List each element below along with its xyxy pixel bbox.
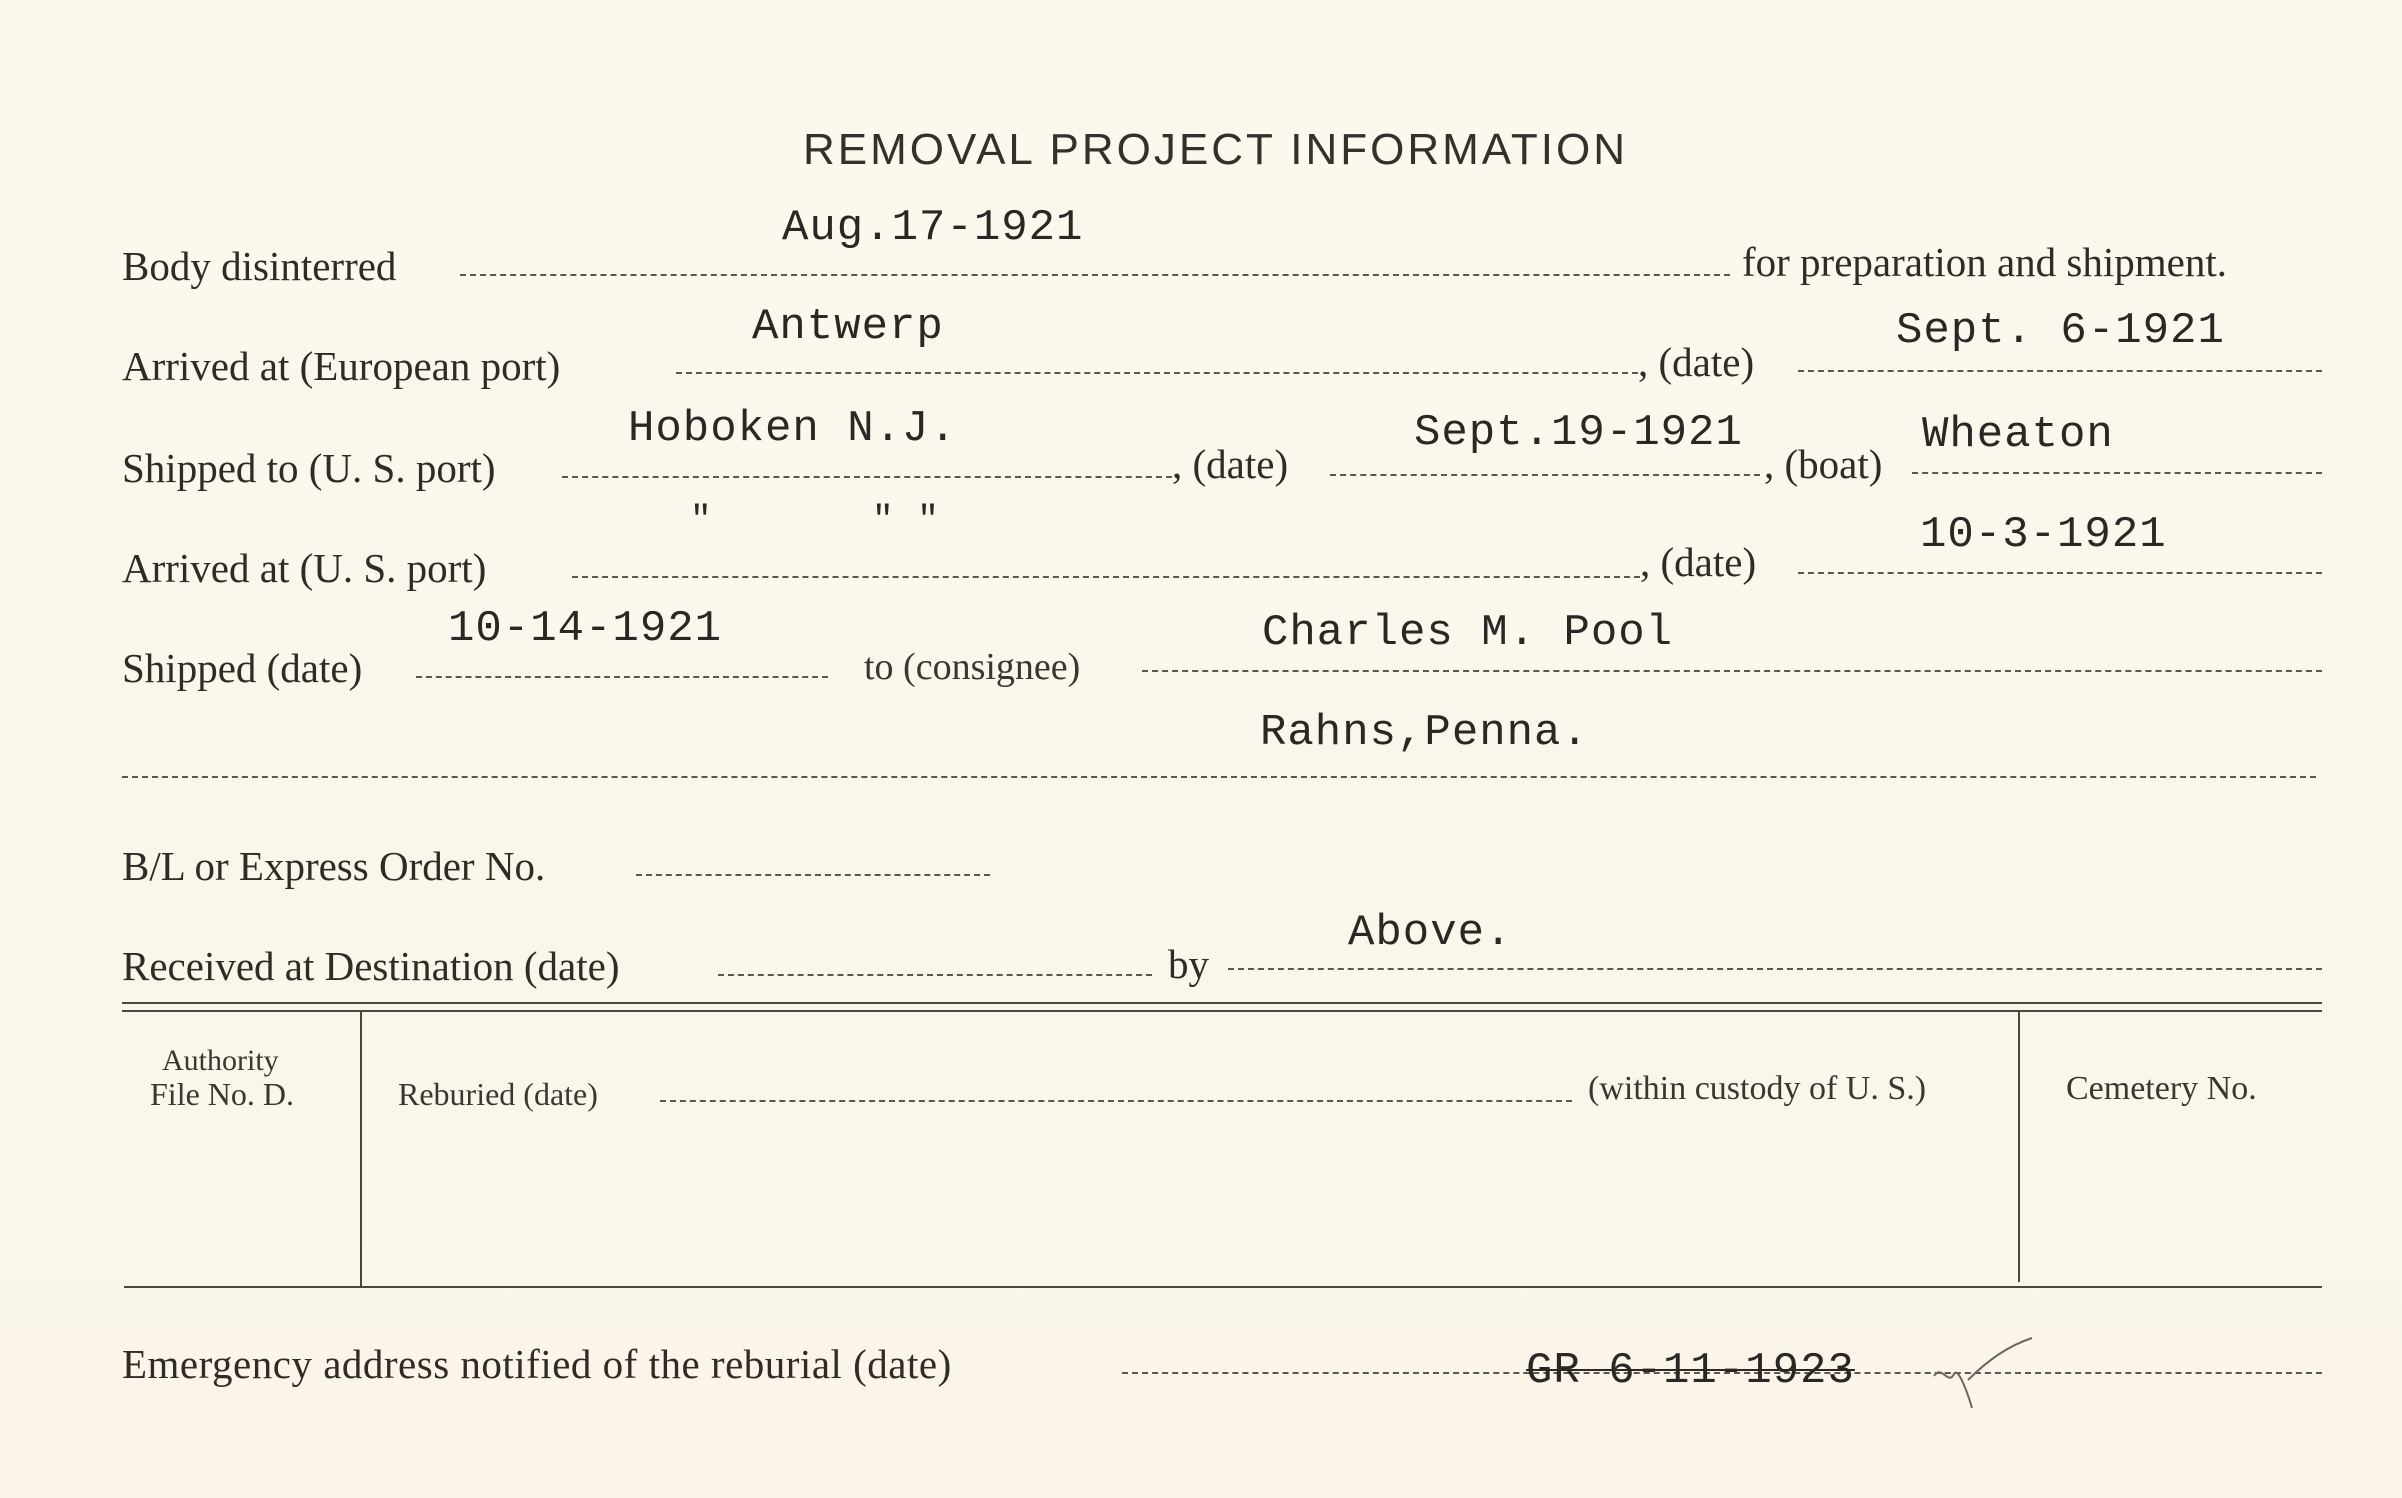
boat-value: Wheaton — [1922, 410, 2114, 460]
us-shipped-date-line — [1330, 474, 1760, 476]
european-date-line — [1798, 370, 2322, 372]
european-date-label: , (date) — [1638, 339, 1755, 385]
received-date-line — [718, 974, 1152, 976]
form-title: REMOVAL PROJECT INFORMATION — [803, 125, 1628, 174]
european-port-value: Antwerp — [752, 302, 944, 352]
body-disinterred-line — [460, 274, 1730, 276]
shipped-to-us-label: Shipped to (U. S. port) — [122, 445, 496, 491]
shipped-date-value: 10-14-1921 — [448, 604, 723, 654]
consignee-address-value: Rahns,Penna. — [1260, 708, 1589, 758]
arrived-us-line — [572, 576, 1640, 578]
european-arrival-date-value: Sept. 6-1921 — [1896, 306, 2225, 356]
received-by-line — [1228, 968, 2322, 970]
body-disinterred-value: Aug.17-1921 — [782, 203, 1084, 253]
authority-label-line-2: File No. D. — [150, 1076, 294, 1112]
us-shipped-date-label: , (date) — [1172, 441, 1289, 487]
body-disinterred-suffix: for preparation and shipment. — [1742, 239, 2228, 285]
ditto-date-value: " " — [872, 500, 940, 541]
consignee-label: to (consignee) — [864, 646, 1081, 688]
us-port-value: Hoboken N.J. — [628, 404, 957, 454]
boat-label: , (boat) — [1764, 441, 1883, 487]
received-by-value: Above. — [1348, 908, 1513, 958]
received-label: Received at Destination (date) — [122, 943, 620, 989]
by-label: by — [1168, 941, 1209, 987]
emergency-label: Emergency address notified of the reburial (date) — [122, 1341, 952, 1387]
shipped-date-label: Shipped (date) — [122, 645, 363, 691]
checkmark-scribble-icon — [1928, 1334, 2038, 1414]
arrived-european-line — [676, 372, 1638, 374]
shipped-date-line — [416, 676, 828, 678]
consignee-line — [1142, 670, 2322, 672]
shipped-to-us-line — [562, 476, 1172, 478]
consignee-name-value: Charles M. Pool — [1262, 608, 1674, 658]
cemetery-label: Cemetery No. — [2066, 1070, 2257, 1107]
bl-line — [636, 874, 990, 876]
table-bottom-rule — [124, 1286, 2322, 1288]
table-divider-left — [360, 1012, 362, 1286]
arrived-us-label: Arrived at (U. S. port) — [122, 545, 487, 591]
ditto-port-value: " — [690, 500, 713, 541]
custody-label: (within custody of U. S.) — [1588, 1070, 1927, 1107]
reburied-label: Reburied (date) — [398, 1076, 598, 1112]
us-arrival-date-value: 10-3-1921 — [1920, 510, 2167, 560]
us-arrival-date-label: , (date) — [1640, 539, 1757, 585]
us-arrival-date-line — [1798, 572, 2322, 574]
arrived-european-label: Arrived at (European port) — [122, 343, 561, 389]
table-divider-right — [2018, 1012, 2020, 1282]
emergency-date-value: GR 6-11-1923 — [1526, 1346, 1855, 1396]
consignee-address-line — [122, 776, 2316, 778]
table-top-rule-2 — [122, 1010, 2322, 1012]
us-shipped-date-value: Sept.19-1921 — [1414, 408, 1743, 458]
reburied-line — [660, 1100, 1572, 1102]
table-top-rule-1 — [122, 1002, 2322, 1004]
bl-label: B/L or Express Order No. — [122, 843, 546, 889]
boat-line — [1912, 472, 2322, 474]
body-disinterred-label: Body disinterred — [122, 243, 397, 289]
authority-label-line-1: Authority — [162, 1044, 279, 1077]
